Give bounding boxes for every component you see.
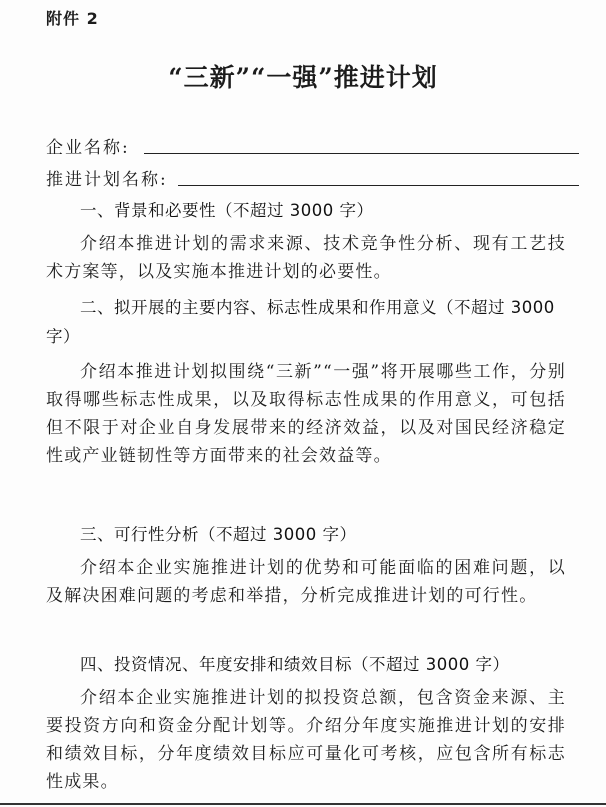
document-title: “三新”“一强”推进计划 [168, 63, 438, 92]
company-name-blank[interactable] [144, 153, 579, 154]
bottom-divider [0, 803, 606, 805]
company-name-label: 企业名称: [46, 138, 130, 158]
section-4-body: 介绍本企业实施推进计划的拟投资总额，包含资金来源、主要投资方向和资金分配计划等。介绍分年度实施推进计划的安排和绩效目标，分年度绩效目标应可量化可考核，应包含所有标志性成果。 [46, 688, 566, 792]
plan-name-blank[interactable] [178, 185, 579, 186]
section-1-heading: 一、背景和必要性（不超过 3000 字） [80, 201, 374, 220]
section-4-heading: 四、投资情况、年度安排和绩效目标（不超过 3000 字） [80, 655, 510, 674]
company-name-field [46, 133, 130, 158]
section-2-body: 介绍本推进计划拟围绕“三新”“一强”将开展哪些工作，分别取得哪些标志性成果，以及取得标志性成果的作用意义，可包括但不限于对企业自身发展带来的经济效益，以及对国民经济稳定性或产业链韧性等方面带来的社会效益等。 [46, 362, 566, 466]
section-3-heading: 三、可行性分析（不超过 3000 字） [80, 525, 357, 544]
section-3-body: 介绍本企业实施推进计划的优势和可能面临的困难问题，以及解决困难问题的考虑和举措，分析完成推进计划的可行性。 [46, 558, 566, 606]
attachment-label: 附件 2 [46, 9, 99, 28]
section-2-heading: 二、拟开展的主要内容、标志性成果和作用意义（不超过 3000 字） [46, 298, 555, 346]
plan-name-field [46, 165, 168, 190]
section-1-body: 介绍本推进计划的需求来源、技术竞争性分析、现有工艺技术方案等，以及实施本推进计划的必要性。 [46, 234, 566, 282]
plan-name-label: 推进计划名称: [46, 170, 168, 190]
